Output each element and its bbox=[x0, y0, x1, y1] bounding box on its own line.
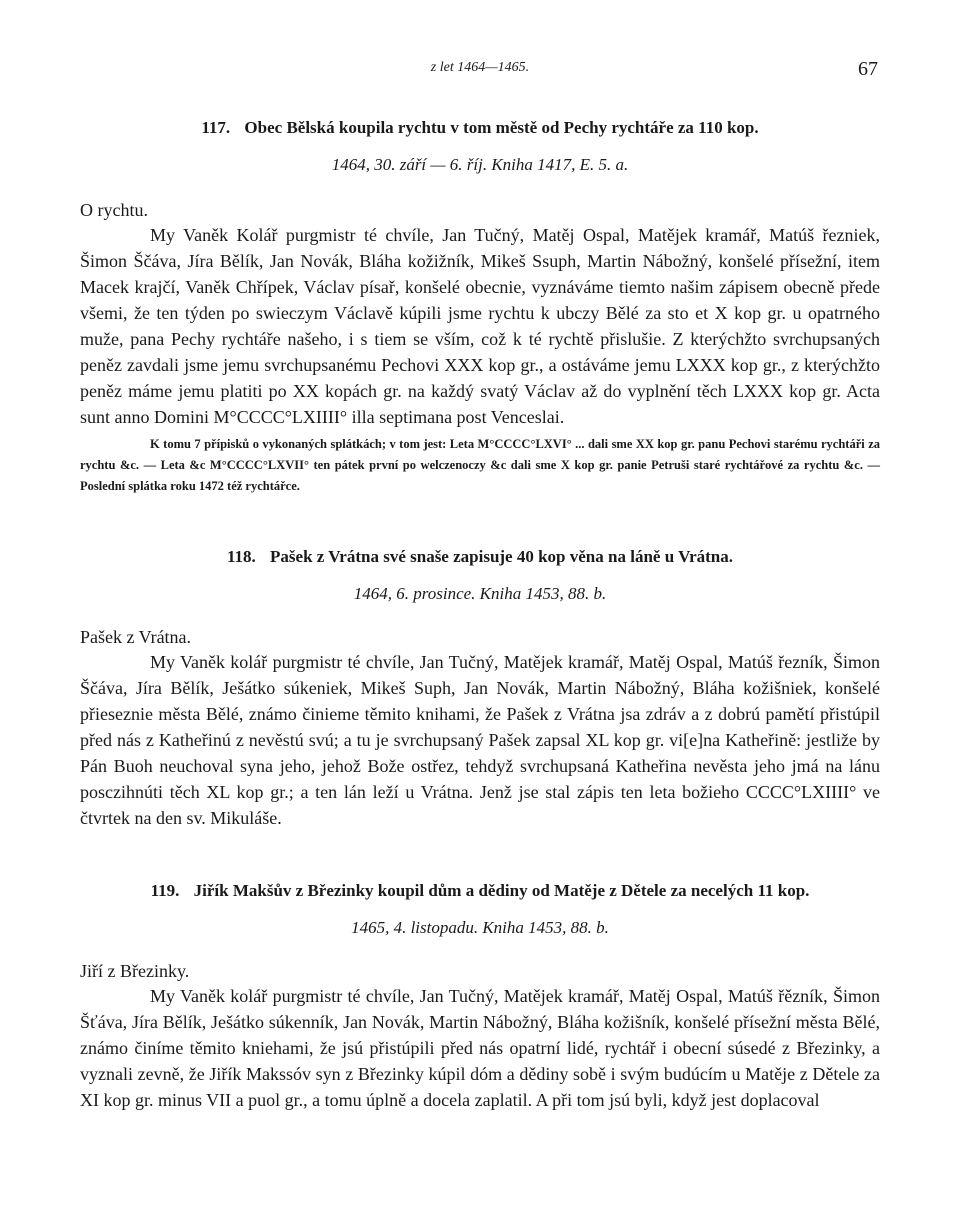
entry-number: 117. bbox=[201, 118, 231, 137]
entry-title: Jiřík Makšův z Březinky koupil dům a dědiny od Matěje z Dětele za necelých 11 kop. bbox=[193, 881, 810, 900]
running-header: z let 1464—1465. bbox=[430, 60, 530, 75]
entry-119 bbox=[80, 879, 880, 1113]
entry-body: My Vaněk Kolář purgmistr té chvíle, Jan Tučný, Matěj Ospal, Matějek kramář, Matúš řezniek, Šimon Ščáva, Jíra Bělík, Jan Novák, Bláha kožižník, Mikeš Ssuph, Martin Nábožný, konšelé přísežní, item Macek krajčí, Vaněk Chřípek, Václav písař, konšelé obecnie, vyznáváme tiemto našim zápisem obecně přede všemi, že ten týden po swieczym Václavě kúpili jsme rychtu k ubczy Bělé za sto et X kop gr. u opatrného muže, pana Pechy rychtáře našeho, i s tiem se vším, což k té rychtě přislušie. Z kterýchžto svrchupsaných peněz zavdali jsme jemu svrchupsanému Pechovi XXX kop gr., a ostáváme jemu LXXX kop gr., z kterýchžto peněz máme jemu platiti po XX kopách gr. na každý svatý Václav až do vyplnění těch LXXX kop gr. Acta sunt anno Domini M°CCCC°LXIIII° illa septimana post Venceslai. bbox=[80, 225, 880, 427]
entry-title: Pašek z Vrátna své snaše zapisuje 40 kop věna na láně u Vrátna. bbox=[270, 547, 734, 566]
entry-number: 118. bbox=[226, 547, 256, 566]
entry-number: 119. bbox=[150, 881, 180, 900]
entry-body: My Vaněk kolář purgmistr té chvíle, Jan Tučný, Matějek kramář, Matěj Ospal, Matúš řězník, Šimon Šťáva, Jíra Bělík, Ješátko súkenník, Jan Novák, Martin Nábožný, Bláha kožišník, konšelé přísežní města Bělé, známo činíme těmito kniehami, že jsú přistúpili před nás opatrní lidé, rychtář i obecní súsedé z Březinky, a vyznali zevně, že Jiřík Makssóv syn z Březinky kúpil dóm a dědiny sobě i svým budúcím u Matěje z Dětele za XI kop gr. minus VII a puol gr., a tomu úplně a docela zaplatil. A při tom jsú byli, když jest doplacoval bbox=[80, 986, 880, 1110]
entry-title: Obec Bělská koupila rychtu v tom městě od Pechy rychtáře za 110 kop. bbox=[244, 118, 759, 137]
entry-heading bbox=[80, 545, 880, 569]
entry-subject: Pašek z Vrátna. bbox=[80, 627, 192, 647]
page-content bbox=[80, 116, 880, 1113]
entry-source: 1464, 6. prosince. Kniha 1453, 88. b. bbox=[353, 584, 607, 603]
entry-subject: O rychtu. bbox=[80, 200, 148, 220]
entry-source: 1465, 4. listopadu. Kniha 1453, 88. b. bbox=[351, 918, 609, 937]
entry-source: 1464, 30. září — 6. říj. Kniha 1417, E. 5. a. bbox=[331, 155, 629, 174]
entry-note: K tomu 7 přípisků o vykonaných splátkách; v tom jest: Leta M°CCCC°LXVI° ... dali sme XX kop gr. panu Pechovi starému rychtáři za rychtu &c. — Leta &c M°CCCC°LXVII° ten pátek první po welczenoczy &c dali sme X kop gr. panie Petruši staré rychtářové za rychtu &c. — Poslední splátka roku 1472 též rychtářce. bbox=[80, 437, 880, 493]
entry-subject: Jiří z Březinky. bbox=[80, 961, 190, 981]
page-number: 67 bbox=[858, 58, 878, 80]
entry-heading bbox=[80, 116, 880, 140]
entry-118 bbox=[80, 545, 880, 831]
entry-body: My Vaněk kolář purgmistr té chvíle, Jan Tučný, Matějek kramář, Matěj Ospal, Matúš řezník, Šimon Ščáva, Jíra Bělík, Ješátko súkeniek, Mikeš Suph, Jan Novák, Martin Nábožný, Bláha kožišniek, konšelé přieseznie města Bělé, známo činieme těmito knihami, že Pašek z Vrátna jsa zdráv a z dobrú pamětí přistúpil před nás z Katheřinú z nevěstú svú; a tu je svrchupsaný Pašek zapsal XL kop gr. vi[e]na Katheřině: jestliže by Pán Buoh neuchoval syna jeho, jehož Bože ostřez, tehdyž svrchupsaná Katheřina nevěsta jeho jmá na lánu posczihnúti těch XL kop gr.; a ten lán leží u Vrátna. Jenž jse stal zápis ten leta božieho CCCC°LXIIII° ve čtvrtek na den sv. Mikuláše. bbox=[80, 652, 880, 828]
entry-117 bbox=[80, 116, 880, 497]
entry-heading bbox=[80, 879, 880, 903]
